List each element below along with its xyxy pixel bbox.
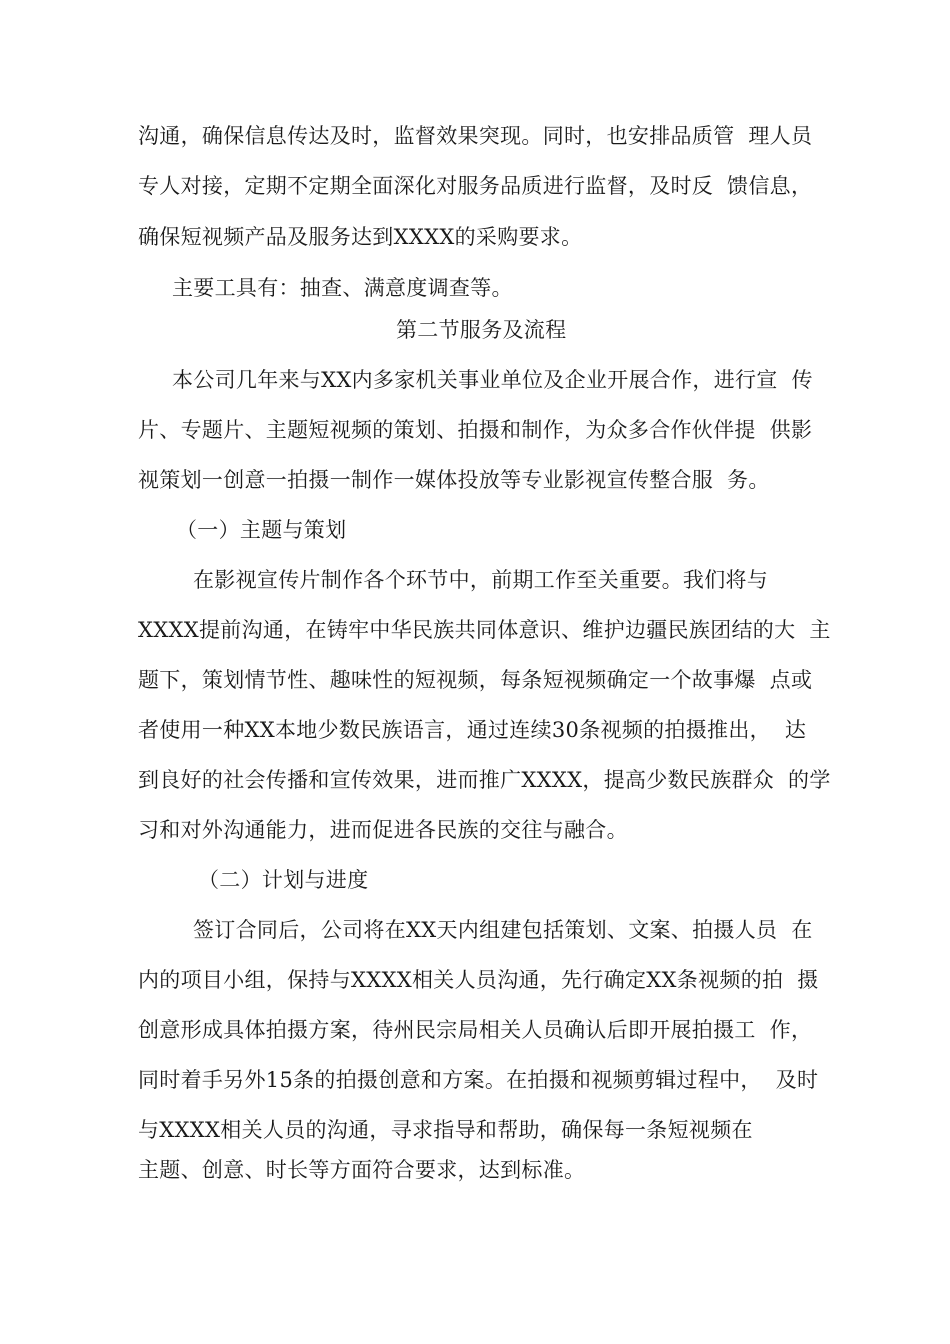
body-text-line: XXXX提前沟通，在铸牢中华民族共同体意识、维护边疆民族团结的大 主 [138, 618, 831, 642]
body-text-line: 同时着手另外15条的拍摄创意和方案。在拍摄和视频剪辑过程中， 及时 [138, 1068, 819, 1092]
body-text-line: 视策划一创意一拍摄一制作一媒体投放等专业影视宣传整合服 务。 [138, 468, 770, 492]
body-text-line: 确保短视频产品及服务达到XXXX的采购要求。 [138, 225, 583, 249]
body-text-line: 沟通，确保信息传达及时，监督效果突现。同时，也安排品质管 理人员 [138, 124, 813, 148]
body-text-line: 创意形成具体拍摄方案，待州民宗局相关人员确认后即开展拍摄工 作， [138, 1018, 813, 1042]
body-text-line: 习和对外沟通能力，进而促进各民族的交往与融合。 [138, 818, 628, 842]
body-text-line: 专人对接，定期不定期全面深化对服务品质进行监督，及时反 馈信息， [138, 174, 813, 198]
body-text-line: 主题、创意、时长等方面符合要求，达到标准。 [138, 1158, 586, 1182]
body-text-line: 签订合同后，公司将在XX天内组建包括策划、文案、拍摄人员 在 [193, 918, 813, 942]
body-text-line: 与XXXX相关人员的沟通，寻求指导和帮助，确保每一条短视频在 [138, 1118, 753, 1142]
body-text-line: 题下，策划情节性、趣味性的短视频，每条短视频确定一个故事爆 点或 [138, 668, 813, 692]
section-heading: 第二节服务及流程 [396, 318, 567, 342]
body-text-line: 主要工具有：抽查、满意度调查等。 [172, 276, 513, 300]
body-text-line: 本公司几年来与XX内多家机关事业单位及企业开展合作，进行宣 传 [172, 368, 813, 392]
body-text-line: 到良好的社会传播和宣传效果，进而推广XXXX，提高少数民族群众 的学 [138, 768, 831, 792]
body-text-line: 片、专题片、主题短视频的策划、拍摄和制作，为众多合作伙伴提 供影 [138, 418, 813, 442]
body-text-line: 在影视宣传片制作各个环节中，前期工作至关重要。我们将与 [193, 568, 769, 592]
subsection-heading: （一）主题与策划 [176, 518, 347, 542]
body-text-line: 者使用一种XX本地少数民族语言，通过连续30条视频的拍摄推出， 达 [138, 718, 807, 742]
subsection-heading: （二）计划与进度 [198, 868, 369, 892]
body-text-line: 内的项目小组，保持与XXXX相关人员沟通，先行确定XX条视频的拍 摄 [138, 968, 819, 992]
